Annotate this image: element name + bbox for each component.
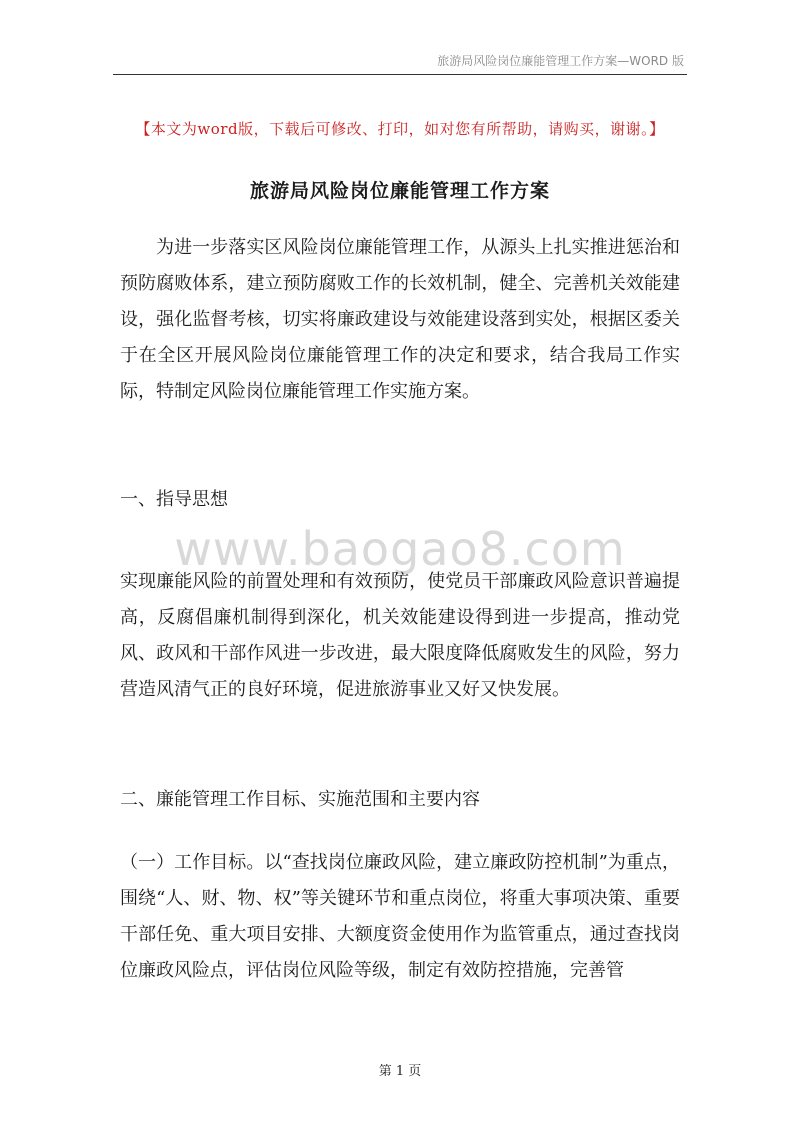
section-heading-goals: 二、廉能管理工作目标、实施范围和主要内容 (120, 789, 480, 810)
guiding-thought-paragraph: 实现廉能风险的前置处理和有效预防，使党员干部廉政风险意识普遍提高，反腐倡廉机制得到深化，机关效能建设得到进一步提高，推动党风、政风和干部作风进一步改进，最大限度降低腐败发生的风险，努力营造风清气正的良好环境，促进旅游事业又好又快发展。 (120, 571, 680, 700)
header-divider (113, 74, 687, 75)
intro-paragraph: 为进一步落实区风险岗位廉能管理工作，从源头上扎实推进惩治和预防腐败体系，建立预防腐败工作的长效机制，健全、完善机关效能建设，强化监督考核，切实将廉政建设与效能建设落到实处，根据区委关于在全区开展风险岗位廉能管理工作的决定和要求，结合我局工作实际，特制定风险岗位廉能管理工作实施方案。 (120, 237, 680, 402)
section-heading-guiding-thought: 一、指导思想 (120, 489, 228, 510)
page-number: 第 1 页 (378, 1064, 422, 1079)
goals-paragraph: （一）工作目标。以“查找岗位廉政风险，建立廉政防控机制”为重点，围绕“人、财、物、权”等关键环节和重点岗位，将重大事项决策、重要干部任免、重大项目安排、大额度资金使用作为监管重点，通过查找岗位廉政风险点，评估岗位风险等级，制定有效防控措施，完善管 (120, 852, 680, 981)
watermark: www.baogao8.com (174, 522, 626, 576)
page-header: 旅游局风险岗位廉能管理工作方案—WORD 版 (437, 54, 684, 68)
purchase-notice: 【本文为word版，下载后可修改、打印，如对您有所帮助，请购买，谢谢。】 (135, 120, 665, 138)
document-title: 旅游局风险岗位廉能管理工作方案 (249, 180, 550, 202)
